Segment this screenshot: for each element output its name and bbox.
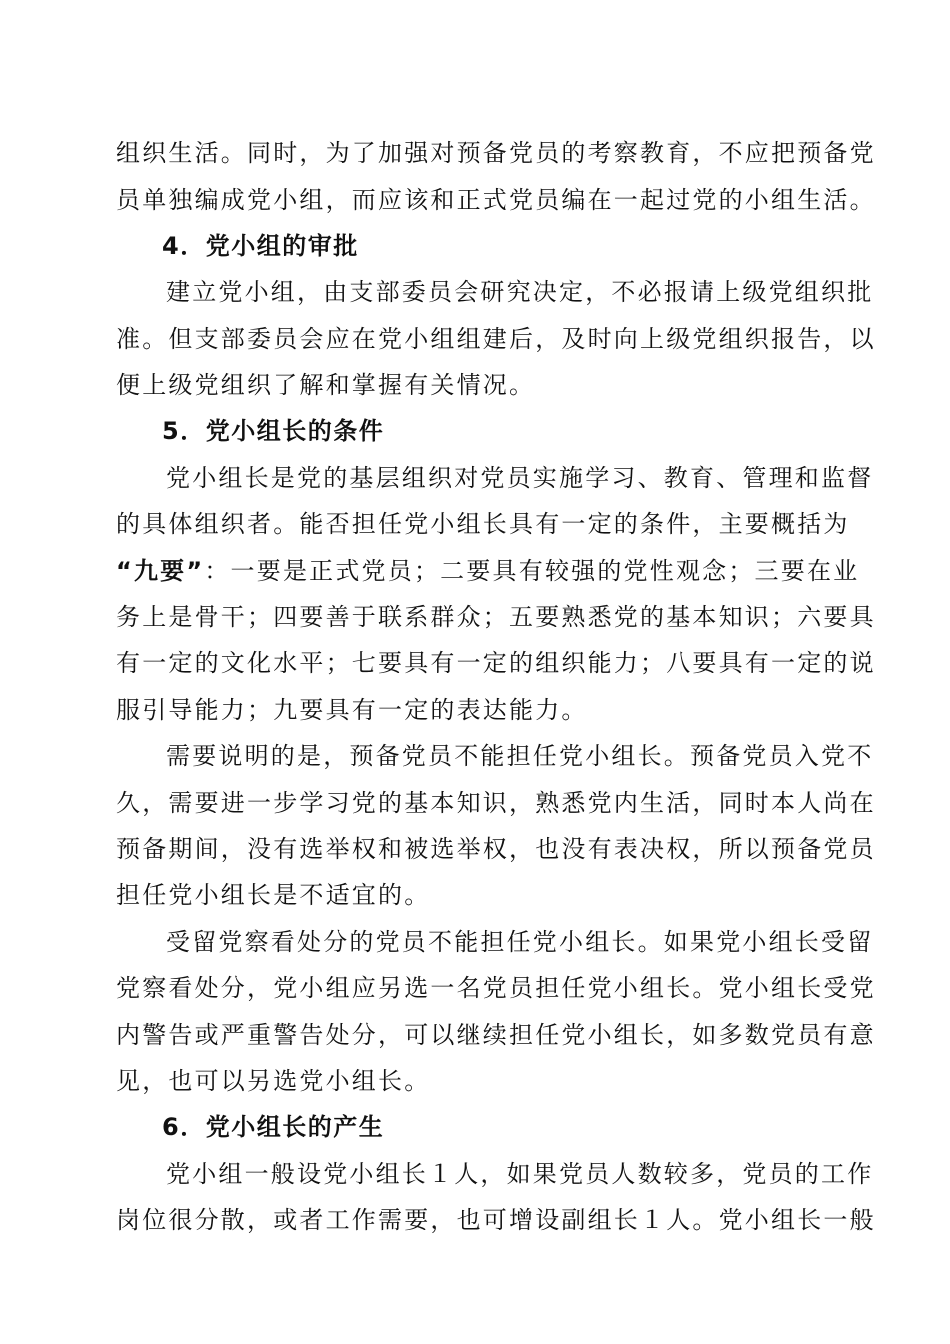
body-text-line: 担任党小组长是不适宜的。 — [116, 881, 431, 909]
body-text-line: 预备期间，没有选举权和被选举权，也没有表决权，所以预备党员 — [116, 835, 876, 863]
body-text-line: 岗位很分散，或者工作需要，也可增设副组长１人。党小组长一般 — [116, 1206, 876, 1234]
body-text-line — [116, 551, 860, 591]
body-text-line: 建立党小组，由支部委员会研究决定，不必报请上级党组织批 — [166, 278, 874, 306]
body-text-line: 需要说明的是，预备党员不能担任党小组长。预备党员入党不 — [166, 742, 874, 770]
emphasis-nine-requirements: “九要” — [116, 557, 205, 585]
body-text-line: 服引导能力；九要具有一定的表达能力。 — [116, 696, 588, 724]
body-text-line: 准。但支部委员会应在党小组组建后，及时向上级党组织报告，以 — [116, 325, 876, 353]
section-heading-5: 5．党小组长的条件 — [162, 417, 385, 445]
body-text-line: 见，也可以另选党小组长。 — [116, 1067, 431, 1095]
section-heading-4: 4．党小组的审批 — [162, 232, 359, 260]
body-text-line: 有一定的文化水平；七要具有一定的组织能力；八要具有一定的说 — [116, 649, 876, 677]
body-text-line: 党小组一般设党小组长１人，如果党员人数较多，党员的工作 — [166, 1160, 874, 1188]
body-text-segment: ：一要是正式党员；二要具有较强的党性观念；三要在业 — [204, 557, 860, 585]
body-text-line: 久，需要进一步学习党的基本知识，熟悉党内生活，同时本人尚在 — [116, 789, 876, 817]
body-text-line: 党小组长是党的基层组织对党员实施学习、教育、管理和监督 — [166, 464, 874, 492]
body-text-line: 党察看处分，党小组应另选一名党员担任党小组长。党小组长受党 — [116, 974, 876, 1002]
body-text-line: 员单独编成党小组，而应该和正式党员编在一起过党的小组生活。 — [116, 186, 876, 214]
body-text-line: 便上级党组织了解和掌握有关情况。 — [116, 371, 536, 399]
body-text-line: 内警告或严重警告处分，可以继续担任党小组长，如多数党员有意 — [116, 1021, 876, 1049]
body-text-line: 的具体组织者。能否担任党小组长具有一定的条件，主要概括为 — [116, 510, 850, 538]
section-heading-6: 6．党小组长的产生 — [162, 1113, 385, 1141]
body-text-line: 受留党察看处分的党员不能担任党小组长。如果党小组长受留 — [166, 928, 874, 956]
body-text-line: 务上是骨干；四要善于联系群众；五要熟悉党的基本知识；六要具 — [116, 603, 876, 631]
body-text-line: 组织生活。同时，为了加强对预备党员的考察教育，不应把预备党 — [116, 139, 876, 167]
